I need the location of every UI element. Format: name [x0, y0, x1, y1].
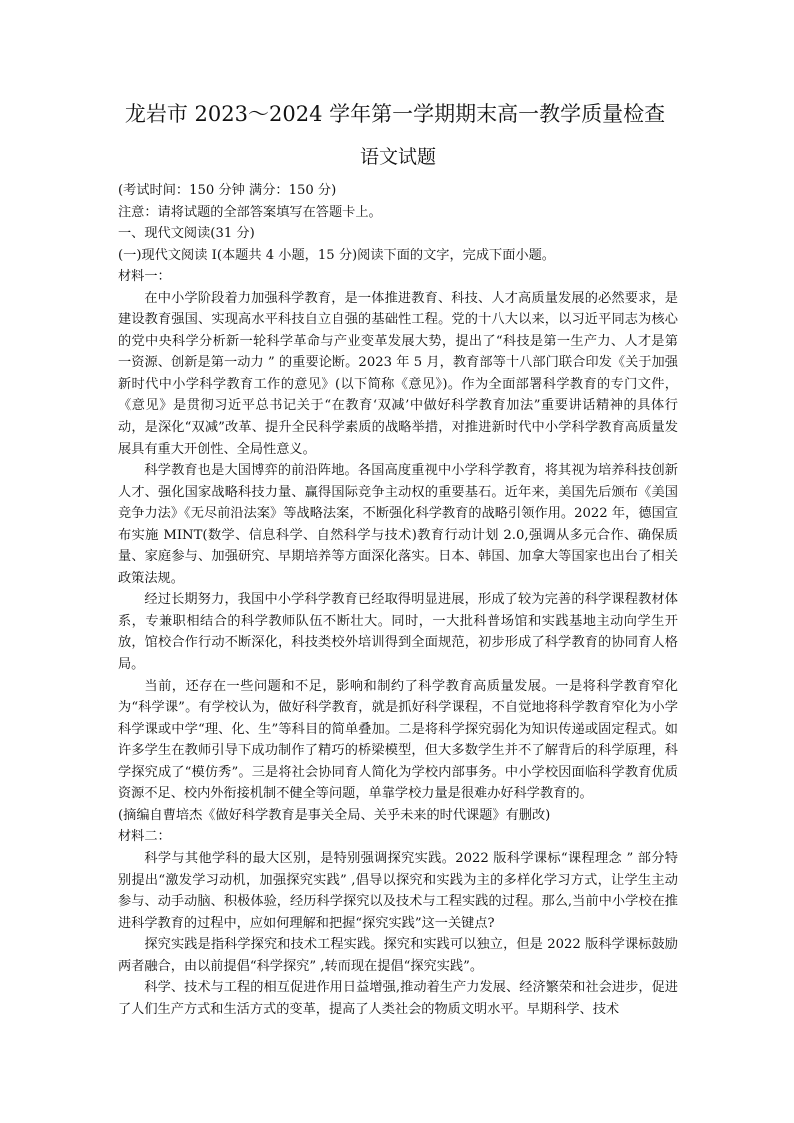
subsection-heading: (一)现代文阅读 I(本题共 4 小题，15 分)阅读下面的文字，完成下面小题。: [118, 247, 555, 263]
material-one-paragraph: 科学教育也是大国博弈的前沿阵地。各国高度重视中小学科学教育，将其视为培养科技创新人才、强化国家战略科技力量、赢得国际竞争主动权的重要基石。近年来，美国先后颁布《美国竞争力法》《无尽前沿法案》等战略法案，不断强化科学教育的战略引领作用。2022 年，德国宣布实施 MINT(数学、信息科学、自然科学与技术)教育行动计划 2.0,强调从多元合作、确保质量、家庭参与、加强研究、早期培养等方面深化落实。日本、韩国、加拿大等国家也出台了相关政策法规。: [118, 463, 678, 586]
material-two-paragraph: 探究实践是指科学探究和技术工程实践。探究和实践可以独立，但是 2022 版科学课标鼓励两者融合，由以前提倡“科学探究” ,转而现在提倡“探究实践”。: [118, 937, 678, 974]
exam-subtitle: 语文试题: [359, 146, 436, 168]
exam-body: [118, 180, 678, 1020]
material-one-paragraph: 经过长期努力，我国中小学科学教育已经取得明显进展，形成了较为完善的科学课程教材体系，专兼职相结合的科学教师队伍不断壮大。同时，一大批科普场馆和实践基地主动向学生开放，馆校合作行动不断深化，科技类校外培训得到全面规范，初步形成了科学教育的协同育人格局。: [118, 592, 678, 673]
material-one-label: 材料一：: [118, 269, 171, 285]
material-two-paragraph: 科学与其他学科的最大区别，是特别强调探究实践。2022 版科学课标“课程理念 ” 部分特别提出“激发学习动机，加强探究实践” ,倡导以探究和实践为主的多样化学习方式，让学生主动参与、动手动脑、积极体验，经历科学探究以及技术与工程实践的过程。那么,当前中小学校在推进科学教育的过程中，应如何理解和把握“探究实践”这一关键点?: [118, 850, 678, 931]
exam-title: 龙岩市 2023～2024 学年第一学期期末高一教学质量检查: [124, 102, 666, 126]
source-note: (摘编自曹培杰《做好科学教育是事关全局、关乎未来的时代课题》有删改): [118, 807, 551, 823]
exam-info: (考试时间：150 分钟 满分：150 分): [118, 183, 337, 198]
material-one-paragraph: 当前，还存在一些问题和不足，影响和制约了科学教育高质量发展。一是将科学教育窄化为“科学课”。有学校认为，做好科学教育，就是抓好科学课程，不自觉地将科学教育窄化为小学科学课或中学“理、化、生”等科目的简单叠加。二是将科学探究弱化为知识传递或固定程式。如许多学生在教师引导下成功制作了精巧的桥梁模型，但大多数学生并不了解背后的科学原理，科学探究成了“模仿秀”。三是将社会协同育人简化为学校内部事务。中小学校因面临科学教育优质资源不足、校内外衔接机制不健全等问题，单靠学校力量是很难办好科学教育的。: [118, 678, 678, 802]
exam-notice: 注意：请将试题的全部答案填写在答题卡上。: [118, 204, 382, 220]
material-two-paragraph: 科学、技术与工程的相互促进作用日益增强,推动着生产力发展、经济繁荣和社会进步，促进了人们生产方式和生活方式的变革，提高了人类社会的物质文明水平。早期科学、技术: [118, 980, 678, 1017]
exam-paper: [118, 100, 678, 1020]
material-two-label: 材料二：: [118, 829, 171, 845]
section-heading: 一、现代文阅读(31 分): [118, 226, 255, 242]
material-one-paragraph: 在中小学阶段着力加强科学教育，是一体推进教育、科技、人才高质量发展的必然要求，是建设教育强国、实现高水平科技自立自强的基础性工程。党的十八大以来，以习近平同志为核心的党中央科学分析新一轮科学革命与产业变革发展大势，提出了“科技是第一生产力、人才是第一资源、创新是第一动力 ” 的重要论断。2023 年 5 月，教育部等十八部门联合印发《关于加强新时代中小学科学教育工作的意见》(以下简称《意见》)。作为全面部署科学教育的专门文件，《意见》是贯彻习近平总书记关于“在教育‘双减’中做好科学教育加法”重要讲话精神的具体行动，是深化“双减”改革、提升全民科学素质的战略举措，对推进新时代中小学科学教育高质量发展具有重大开创性、全局性意义。: [118, 290, 678, 457]
